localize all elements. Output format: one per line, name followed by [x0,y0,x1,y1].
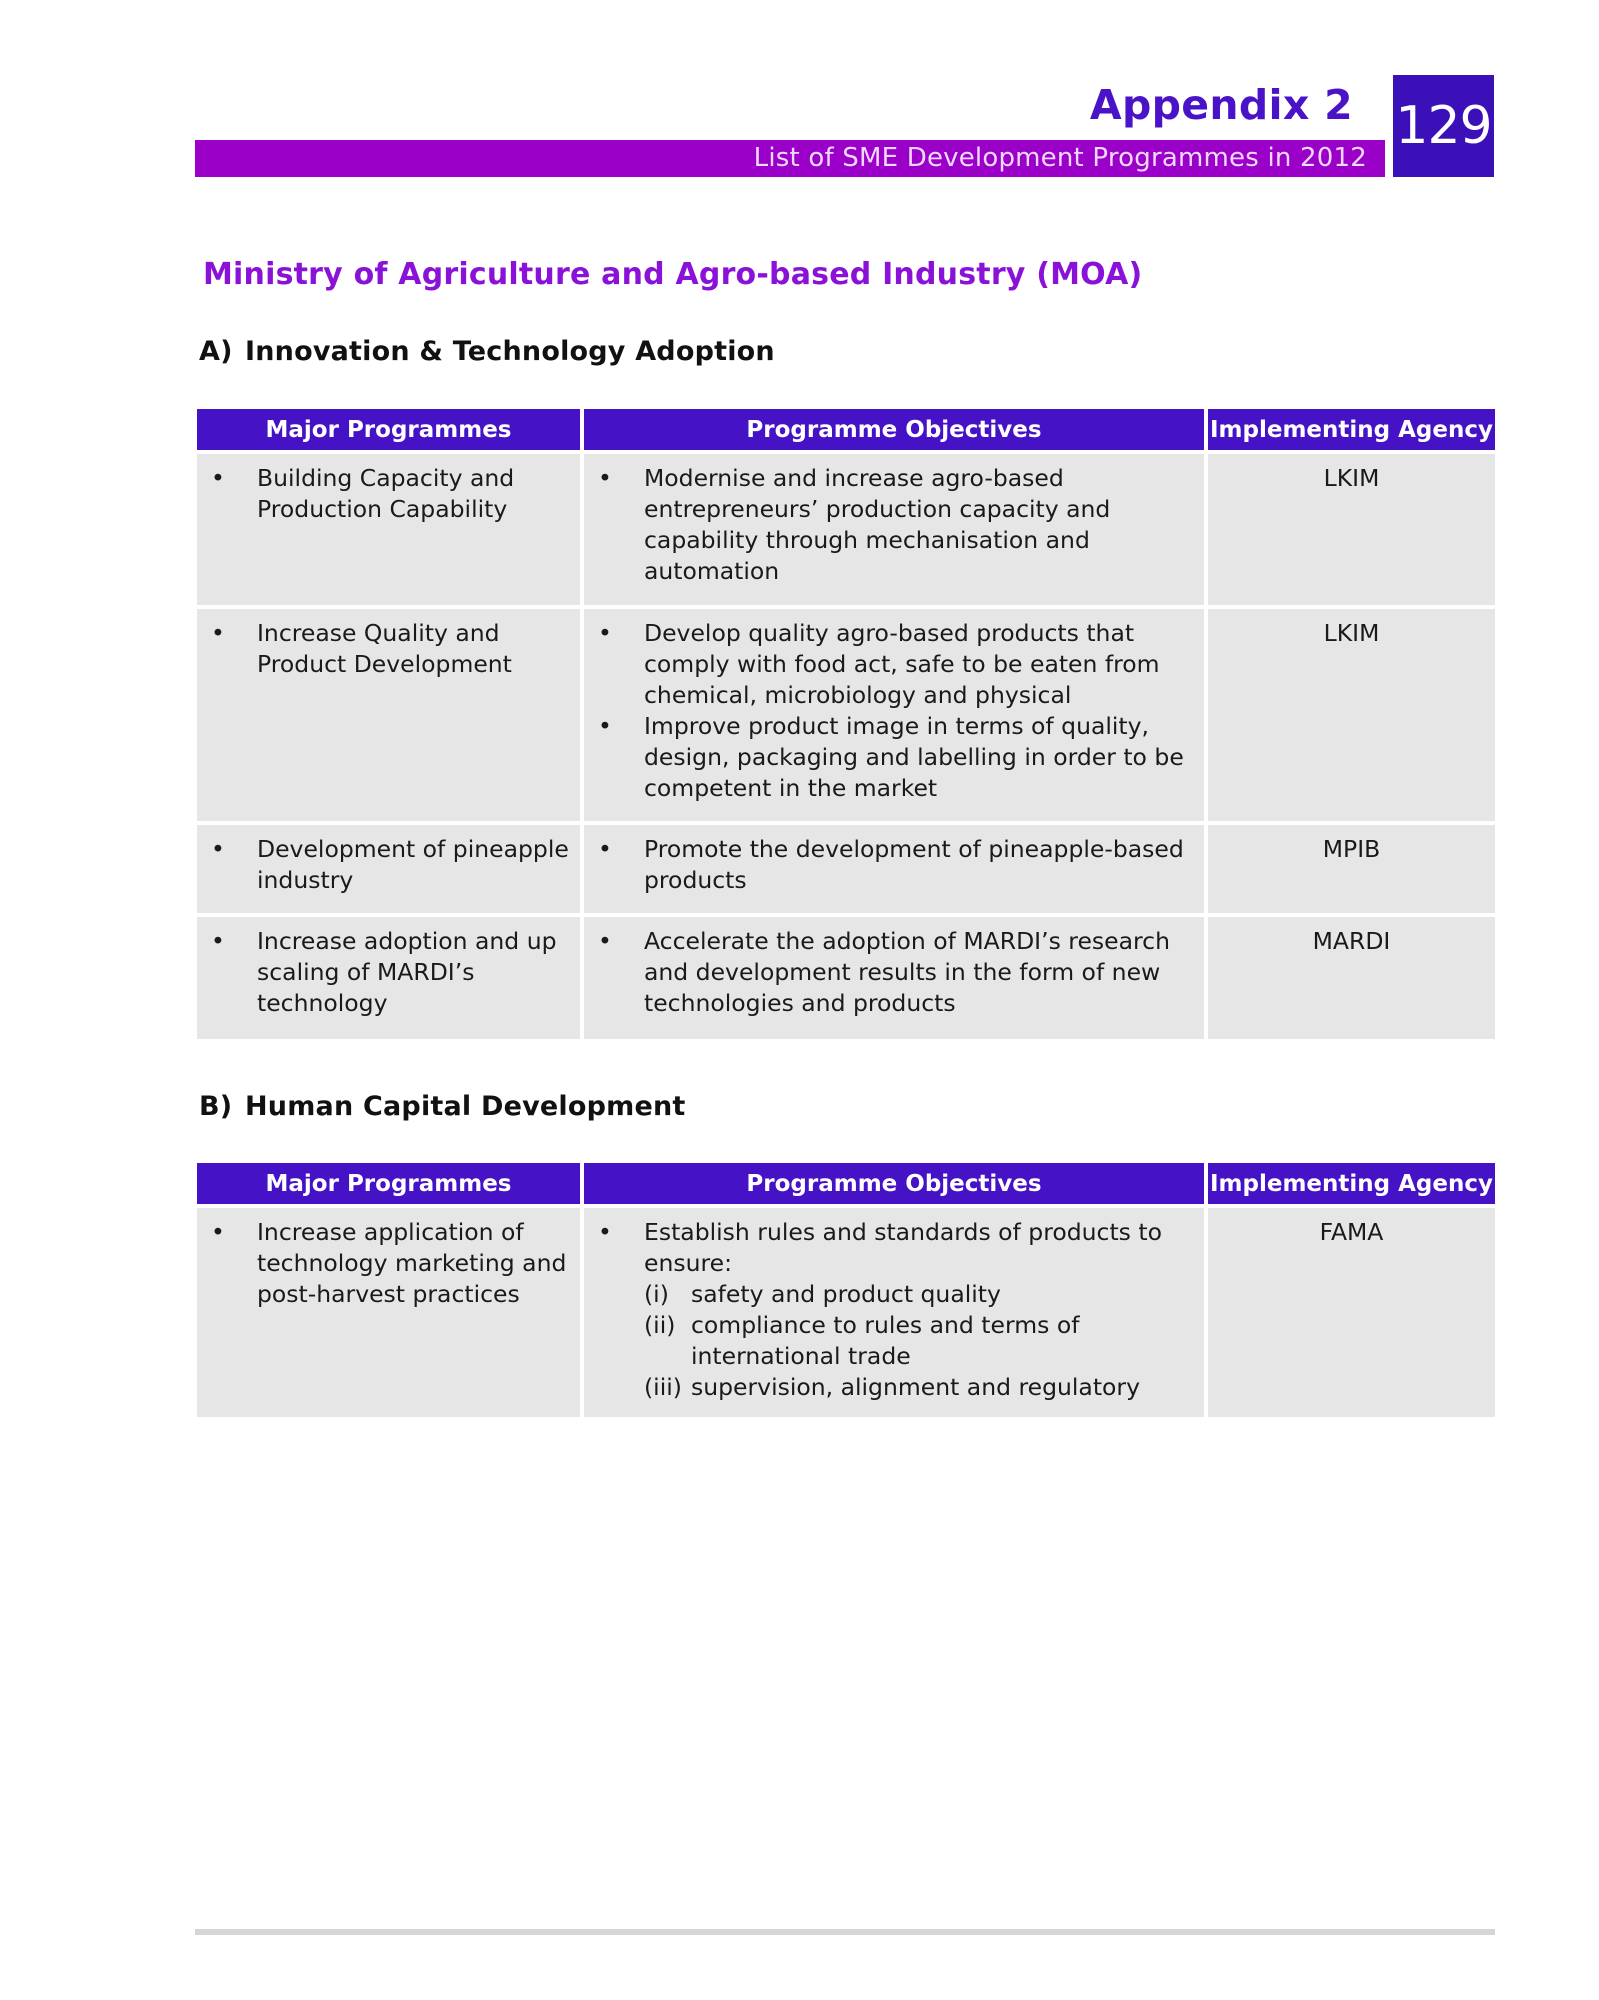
objective-text: Modernise and increase agro-based entrepreneurs’ production capacity and capability through mechanisation and automation [644,464,1111,585]
programme-name: Development of pineapple industry [257,835,569,894]
table-row [197,1206,1495,1417]
footer-divider [195,1929,1495,1935]
objectives-cell [582,1206,1206,1417]
section-a-letter: A) [199,336,233,367]
sub-item [592,1279,1196,1310]
col-header-programmes: Major Programmes [197,1163,582,1206]
bullet-icon: • [211,835,225,863]
agency-cell: MPIB [1206,823,1495,915]
programme-cell [197,607,582,823]
sub-item-number: (ii) [644,1311,676,1339]
programme-cell [197,823,582,915]
sub-item-text: safety and product quality [691,1280,1001,1308]
sub-item-number: (i) [644,1280,669,1308]
col-header-objectives: Programme Objectives [582,1163,1206,1206]
objectives-cell [582,607,1206,823]
sub-item-text: compliance to rules and terms of international trade [691,1311,1080,1370]
sub-item-number: (iii) [644,1373,682,1401]
bullet-icon: • [598,927,612,955]
programme-name: Increase adoption and up scaling of MARDI’s technology [257,927,557,1017]
table-header-row [197,409,1495,452]
programme-name: Building Capacity and Production Capability [257,464,515,523]
agency-cell: MARDI [1206,915,1495,1039]
sub-item [592,1310,1196,1372]
agency-cell: FAMA [1206,1206,1495,1417]
table-human-capital [197,1163,1495,1417]
section-a-title [199,336,775,367]
objective-text: Improve product image in terms of quality, design, packaging and labelling in order to be competent in the market [644,712,1184,802]
sub-item-text: supervision, alignment and regulatory [691,1373,1140,1401]
bullet-icon: • [211,619,225,647]
objectives-cell [582,452,1206,607]
bullet-icon: • [598,1218,612,1246]
bullet-icon: • [211,1218,225,1246]
header-bar [195,140,1385,177]
sub-item [592,1372,1196,1403]
section-b-title [199,1091,686,1122]
programme-cell [197,452,582,607]
programme-cell [197,1206,582,1417]
appendix-title: Appendix 2 [1089,81,1353,129]
programme-name: Increase application of technology marketing and post-harvest practices [257,1218,567,1308]
objective-text: Promote the development of pineapple-based products [644,835,1184,894]
section-b-heading: Human Capital Development [245,1091,686,1122]
programme-name: Increase Quality and Product Development [257,619,512,678]
col-header-programmes: Major Programmes [197,409,582,452]
bullet-icon: • [598,619,612,647]
bullet-icon: • [211,927,225,955]
agency-cell: LKIM [1206,607,1495,823]
col-header-agency: Implementing Agency [1206,1163,1495,1206]
objective-text: Accelerate the adoption of MARDI’s research and development results in the form of new technologies and products [644,927,1170,1017]
objective-text: Develop quality agro-based products that comply with food act, safe to be eaten from chemical, microbiology and physical [644,619,1160,709]
col-header-objectives: Programme Objectives [582,409,1206,452]
bullet-icon: • [211,464,225,492]
bullet-icon: • [598,464,612,492]
page-number: 129 [1393,75,1494,177]
bullet-icon: • [598,712,612,740]
table-row [197,607,1495,823]
objectives-cell [582,823,1206,915]
agency-cell: LKIM [1206,452,1495,607]
objectives-cell [582,915,1206,1039]
table-row [197,915,1495,1039]
ministry-title: Ministry of Agriculture and Agro-based Industry (MOA) [203,257,1143,292]
table-row [197,823,1495,915]
table-header-row [197,1163,1495,1206]
section-a-heading: Innovation & Technology Adoption [245,336,775,367]
table-row [197,452,1495,607]
header-subtitle: List of SME Development Programmes in 2012 [753,143,1367,173]
section-b-letter: B) [199,1091,233,1122]
programme-cell [197,915,582,1039]
bullet-icon: • [598,835,612,863]
col-header-agency: Implementing Agency [1206,409,1495,452]
table-innovation [197,409,1495,1039]
objective-text: Establish rules and standards of products to ensure: [644,1218,1162,1277]
